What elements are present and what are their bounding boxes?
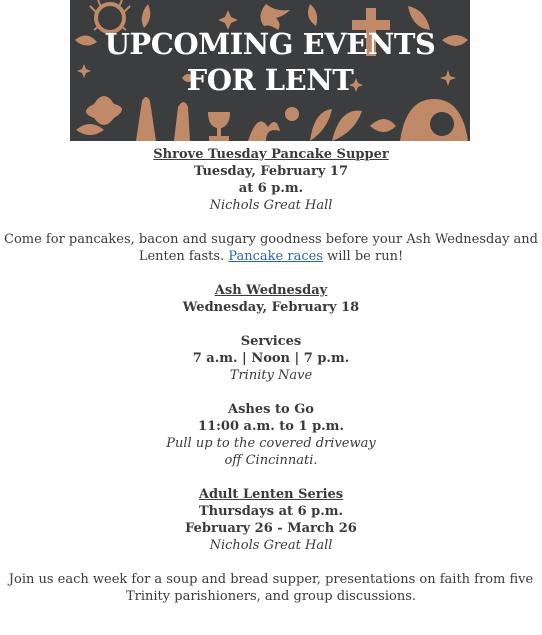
ashes-to-go-time: 11:00 a.m. to 1 p.m.	[198, 419, 344, 434]
chalice-ornament	[208, 112, 230, 141]
shrove-title: Shrove Tuesday Pancake Supper	[153, 147, 389, 162]
shrove-description-line-1: Come for pancakes, bacon and sugary goodness before your Ash Wednesday and	[4, 232, 538, 247]
banner-title-line-1: UPCOMING EVENTS	[104, 27, 436, 61]
ash-wednesday-date: Wednesday, February 18	[182, 300, 360, 315]
events-content	[0, 146, 542, 605]
pancake-races-link[interactable]: Pancake races	[228, 249, 323, 264]
lent-banner	[70, 0, 470, 141]
shrove-time: at 6 p.m.	[238, 181, 304, 196]
ashes-to-go-note-line-2: off Cincinnati.	[224, 453, 318, 468]
shrove-location: Nichols Great Hall	[209, 198, 333, 213]
lenten-series-description-line-1: Join us each week for a soup and bread supper, presentations on faith from five	[8, 572, 534, 587]
banner-title	[70, 26, 470, 98]
lenten-series-description-line-2: Trinity parishioners, and group discussions.	[125, 589, 417, 604]
praying-hands-ornament	[136, 97, 156, 141]
lenten-series-location: Nichols Great Hall	[209, 538, 333, 553]
services-times: 7 a.m. | Noon | 7 p.m.	[192, 351, 350, 366]
shrove-date: Tuesday, February 17	[193, 164, 349, 179]
lenten-series-when: Thursdays at 6 p.m.	[198, 504, 344, 519]
services-location: Trinity Nave	[229, 368, 313, 383]
lenten-series-dates: February 26 - March 26	[185, 521, 357, 536]
ashes-to-go-note-line-1: Pull up to the covered driveway	[166, 436, 376, 451]
flower-ornament	[86, 96, 122, 125]
services-title: Services	[240, 334, 302, 349]
banner-title-line-2: FOR LENT	[186, 63, 354, 97]
shrove-description-line-2: Lenten fasts. Pancake races will be run!	[138, 249, 404, 264]
ashes-to-go-title: Ashes to Go	[228, 402, 314, 417]
ash-wednesday-title: Ash Wednesday	[214, 283, 328, 298]
lenten-series-title: Adult Lenten Series	[198, 487, 344, 502]
